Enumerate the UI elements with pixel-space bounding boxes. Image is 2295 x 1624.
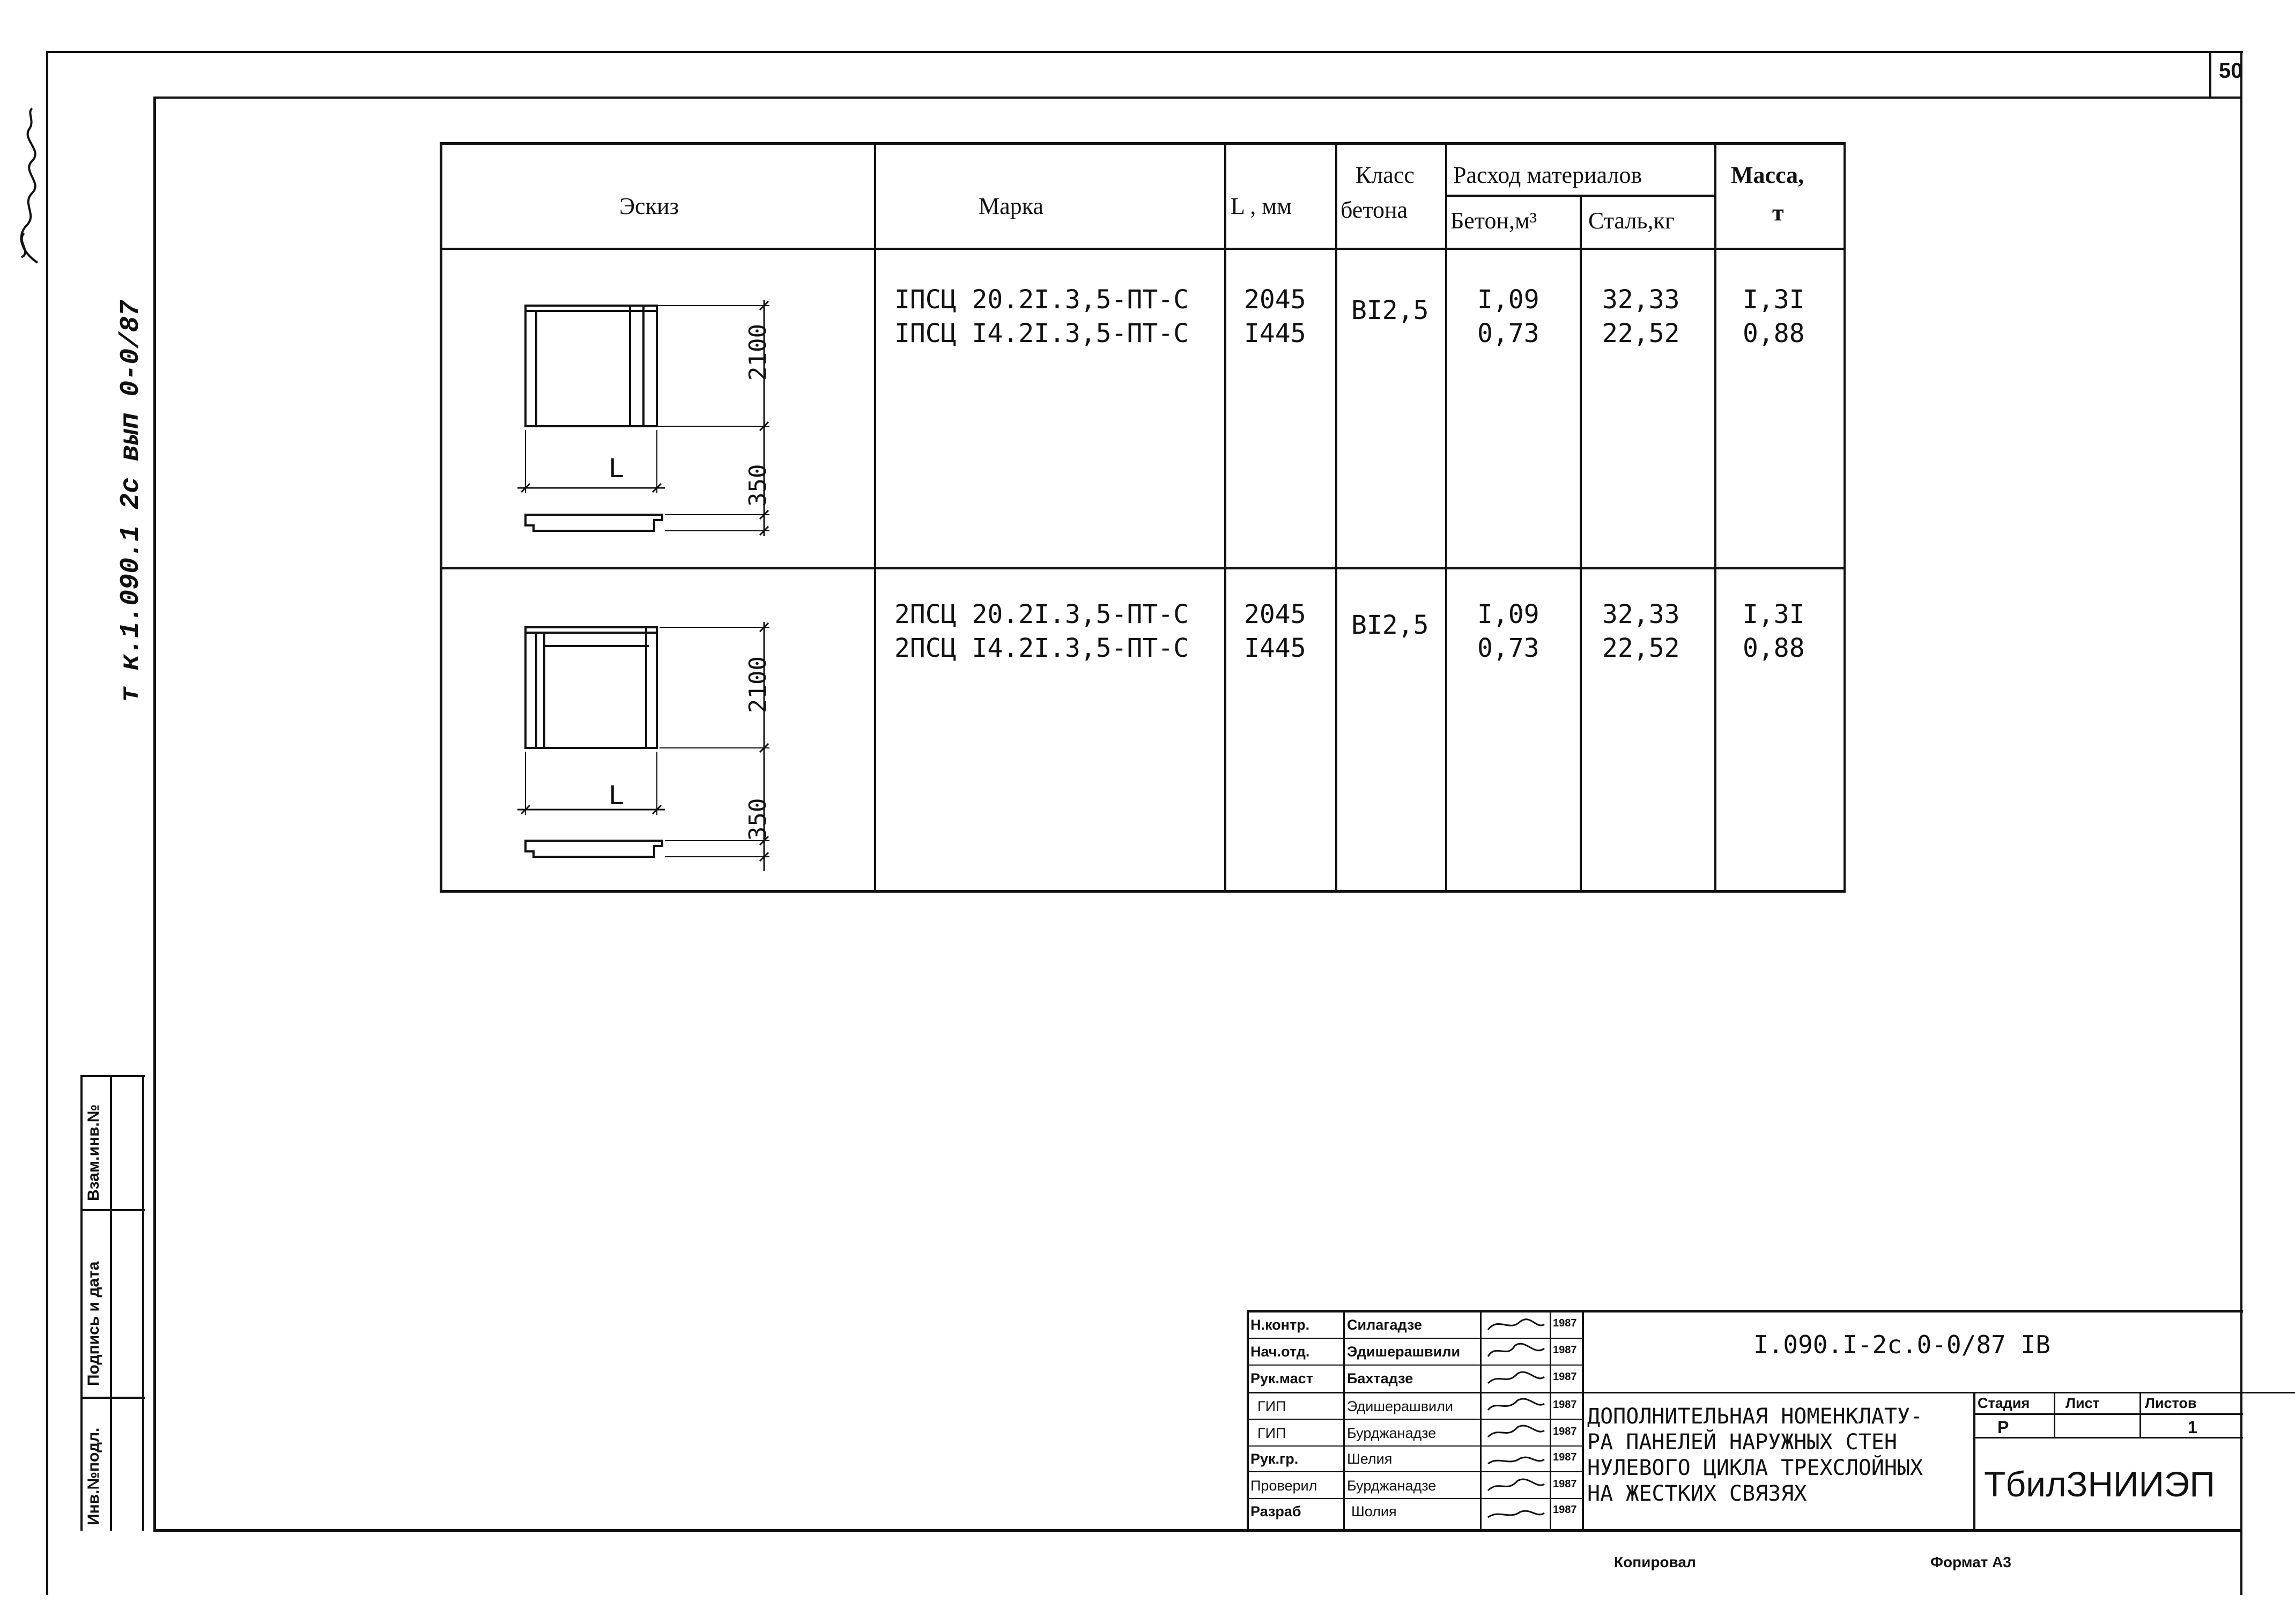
title-line-3: НУЛЕВОГО ЦИКЛА ТРЕХСЛОЙНЫХ xyxy=(1587,1456,1923,1480)
stage-value: Р xyxy=(1997,1418,2009,1437)
dim-thickness-2: 350 xyxy=(744,798,772,841)
role: Разраб xyxy=(1250,1503,1301,1519)
steel-1: 32,33 xyxy=(1602,599,1680,629)
mark-2: 2ПСЦ I4.2I.3,5-ПТ-С xyxy=(894,633,1189,663)
header-materials: Расход материалов xyxy=(1453,162,1642,188)
format-label: Формат А3 xyxy=(1930,1554,2011,1570)
role: Проверил xyxy=(1250,1478,1317,1494)
header-mass-2: т xyxy=(1772,199,1784,226)
steel-1: 32,33 xyxy=(1602,285,1680,315)
concrete-1: I,09 xyxy=(1477,285,1539,315)
side-document-code: т к.1.090.1 2с вып 0-0/87 xyxy=(116,300,146,702)
name: Бурджанадзе xyxy=(1347,1478,1437,1494)
mark-1: IПСЦ 20.2I.3,5-ПТ-С xyxy=(894,285,1189,315)
stamp-replace-label: Взам.инв.№ xyxy=(85,1104,102,1201)
steel-2: 22,52 xyxy=(1602,633,1680,663)
length-2: I445 xyxy=(1244,633,1306,663)
role: Нач.отд. xyxy=(1250,1344,1310,1360)
year: 1987 xyxy=(1553,1478,1577,1490)
mass-2: 0,88 xyxy=(1743,318,1805,348)
role: Н.контр. xyxy=(1250,1317,1310,1333)
sheet-number: 50 xyxy=(2219,59,2243,83)
mass-1: I,3I xyxy=(1743,599,1805,629)
name: Бахтадзе xyxy=(1347,1370,1413,1386)
name: Силагадзе xyxy=(1347,1317,1423,1333)
header-mass-1: Масса, xyxy=(1731,162,1804,188)
role: Рук.маст xyxy=(1250,1370,1313,1386)
dim-height-2: 2100 xyxy=(744,656,772,713)
dim-thickness-1: 350 xyxy=(744,464,772,507)
dim-length-1: L xyxy=(609,454,624,484)
name: Эдишерашвили xyxy=(1347,1344,1461,1360)
name: Бурджанадзе xyxy=(1347,1425,1437,1441)
title-line-4: НА ЖЕСТКИХ СВЯЗЯХ xyxy=(1587,1481,1807,1506)
concrete-1: I,09 xyxy=(1477,599,1539,629)
stage-label: Стадия xyxy=(1978,1395,2030,1411)
mark-2: IПСЦ I4.2I.3,5-ПТ-С xyxy=(894,318,1189,348)
title-line-2: РА ПАНЕЛЕЙ НАРУЖНЫХ СТЕН xyxy=(1587,1430,1897,1455)
name: Шелия xyxy=(1347,1451,1393,1467)
title-line-1: ДОПОЛНИТЕЛЬНАЯ НОМЕНКЛАТУ- xyxy=(1587,1404,1923,1429)
sheets-value: 1 xyxy=(2188,1418,2197,1437)
concrete-2: 0,73 xyxy=(1477,633,1539,663)
organization: ТбилЗНИИЭП xyxy=(1984,1464,2215,1504)
mass-2: 0,88 xyxy=(1743,633,1805,663)
header-concrete: Бетон,м³ xyxy=(1450,207,1537,234)
mass-1: I,3I xyxy=(1743,285,1805,315)
dim-height-1: 2100 xyxy=(744,324,772,381)
year: 1987 xyxy=(1553,1451,1577,1463)
steel-2: 22,52 xyxy=(1602,318,1680,348)
concrete-class: BI2,5 xyxy=(1351,610,1429,640)
name: Шолия xyxy=(1351,1503,1397,1519)
header-mark: Марка xyxy=(979,193,1043,219)
doc-code: I.090.I-2c.0-0/87 IВ xyxy=(1753,1330,2050,1359)
name: Эдишерашвили xyxy=(1347,1398,1453,1414)
year: 1987 xyxy=(1553,1426,1577,1437)
header-class-2: бетона xyxy=(1341,197,1408,223)
role: Рук.гр. xyxy=(1250,1451,1299,1467)
sheet-label: Лист xyxy=(2066,1395,2100,1411)
role: ГИП xyxy=(1257,1425,1286,1441)
year: 1987 xyxy=(1553,1371,1577,1383)
header-sketch: Эскиз xyxy=(619,193,679,219)
stamp-signature-label: Подпись и дата xyxy=(85,1261,102,1386)
signature-mark xyxy=(5,107,48,268)
role: ГИП xyxy=(1257,1398,1286,1414)
header-steel: Сталь,кг xyxy=(1588,207,1675,234)
concrete-2: 0,73 xyxy=(1477,318,1539,348)
copied-label: Копировал xyxy=(1614,1554,1696,1570)
year: 1987 xyxy=(1553,1399,1577,1411)
length-2: I445 xyxy=(1244,318,1306,348)
length-1: 2045 xyxy=(1244,599,1306,629)
year: 1987 xyxy=(1553,1344,1577,1356)
year: 1987 xyxy=(1553,1504,1577,1516)
stamp-inventory-label: Инв.№подл. xyxy=(85,1427,102,1525)
mark-1: 2ПСЦ 20.2I.3,5-ПТ-С xyxy=(894,599,1189,629)
dim-length-2: L xyxy=(609,781,624,811)
concrete-class: BI2,5 xyxy=(1351,295,1429,325)
header-class-1: Класс xyxy=(1356,162,1415,188)
signatures xyxy=(1483,1314,1550,1528)
sheets-label: Листов xyxy=(2145,1395,2197,1411)
length-1: 2045 xyxy=(1244,285,1306,315)
year: 1987 xyxy=(1553,1317,1577,1329)
header-length: L , мм xyxy=(1231,193,1292,219)
